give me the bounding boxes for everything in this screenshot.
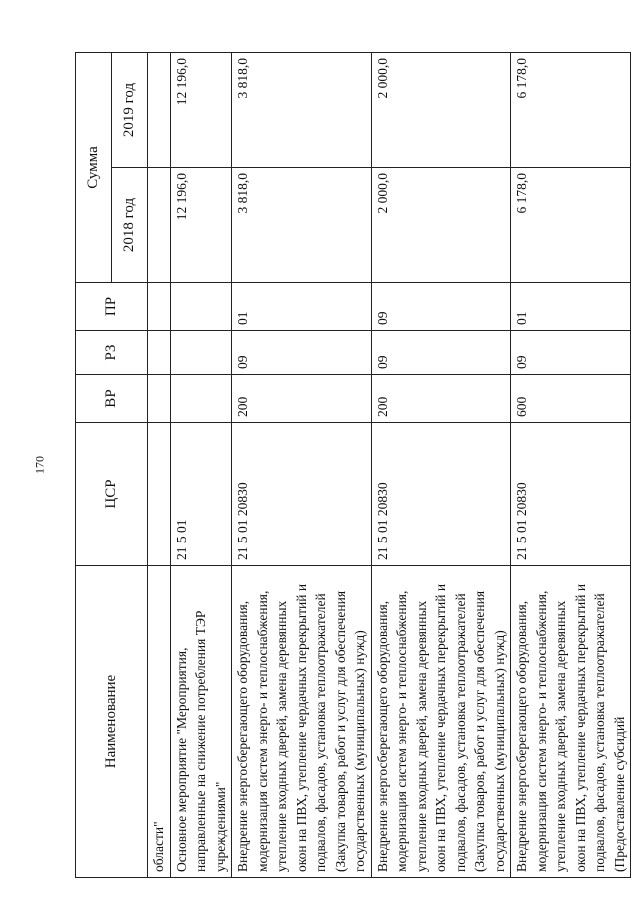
header-sum: Сумма — [76, 52, 112, 282]
rotated-page-content — [75, 53, 627, 878]
row-sum-2019 — [148, 52, 171, 167]
row-sum-2018: 6 178,0 — [511, 168, 631, 283]
row-sum-2018: 3 818,0 — [232, 168, 372, 283]
row-csr: 21 5 01 20830 — [371, 423, 511, 566]
row-csr: 21 5 01 20830 — [232, 423, 372, 566]
row-sum-2018 — [148, 168, 171, 283]
row-vr — [148, 375, 171, 423]
header-row-top — [76, 52, 112, 877]
budget-table — [75, 52, 631, 878]
header-pr: ПР — [76, 283, 148, 331]
header-rz: РЗ — [76, 331, 148, 375]
row-sum-2019: 6 178,0 — [511, 52, 631, 167]
row-csr: 21 5 01 20830 — [511, 423, 631, 566]
row-pr — [170, 283, 232, 331]
row-rz: 09 — [371, 331, 511, 375]
row-sum-2019: 12 196,0 — [170, 52, 232, 167]
row-name: области" — [148, 566, 171, 878]
row-vr: 200 — [371, 375, 511, 423]
row-sum-2019: 2 000,0 — [371, 52, 511, 167]
row-name: Внедрение энергосберегающего оборудования, модернизация систем энерго- и теплоснабжения, утепление входных дверей, замена деревянных окон на ПВХ, утепление чердачных перекрытий и подвалов, фасадов, установка теплоотражателей (Закупка товаров, работ и услуг для обеспечения государственных (муниципальных) нужд) — [232, 566, 372, 878]
row-name: Основное мероприятие "Мероприятия, направленные на снижение потребления ТЭР учреждениями" — [170, 566, 232, 878]
row-pr: 01 — [511, 283, 631, 331]
header-vr: ВР — [76, 375, 148, 423]
row-sum-2019: 3 818,0 — [232, 52, 372, 167]
table-row — [371, 52, 511, 877]
table-row — [511, 52, 631, 877]
row-rz — [148, 331, 171, 375]
row-csr — [148, 423, 171, 566]
row-pr — [148, 283, 171, 331]
row-sum-2018: 2 000,0 — [371, 168, 511, 283]
header-year-2019: 2019 год — [112, 52, 148, 167]
row-rz: 09 — [232, 331, 372, 375]
header-csr: ЦСР — [76, 423, 148, 566]
row-rz — [170, 331, 232, 375]
header-name: Наименование — [76, 566, 148, 878]
row-name: Внедрение энергосберегающего оборудования, модернизация систем энерго- и теплоснабжения, утепление входных дверей, замена деревянных окон на ПВХ, утепление чердачных перекрытий и подвалов, фасадов, установка теплоотражателей (Закупка товаров, работ и услуг для обеспечения государственных (муниципальных) нужд) — [371, 566, 511, 878]
row-rz: 09 — [511, 331, 631, 375]
table-row — [170, 52, 232, 877]
row-pr: 09 — [371, 283, 511, 331]
row-vr — [170, 375, 232, 423]
table-row — [232, 52, 372, 877]
row-sum-2018: 12 196,0 — [170, 168, 232, 283]
page-number: 170 — [32, 456, 47, 474]
row-vr: 600 — [511, 375, 631, 423]
header-year-2018: 2018 год — [112, 168, 148, 283]
row-vr: 200 — [232, 375, 372, 423]
row-pr: 01 — [232, 283, 372, 331]
row-csr: 21 5 01 — [170, 423, 232, 566]
row-name: Внедрение энергосберегающего оборудования, модернизация систем энерго- и теплоснабжения, утепление входных дверей, замена деревянных окон на ПВХ, утепление чердачных перекрытий и подвалов, фасадов, установка теплоотражателей (Предоставление субсидий — [511, 566, 631, 878]
table-row — [148, 52, 171, 877]
